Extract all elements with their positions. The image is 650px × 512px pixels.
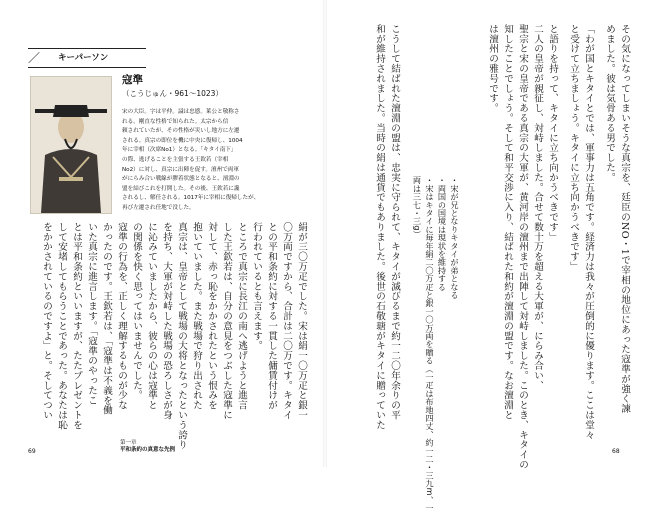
treaty-term: ・両国の国境は現状を維持する <box>437 176 448 291</box>
text-column: かったのです。王欽若は、「寇準は不義を働 <box>101 222 112 416</box>
chapter-title: 平和条約の真意な先例 <box>120 447 176 453</box>
text-column: 対して、赤っ恥をかかされたという恨みを <box>206 222 217 411</box>
bio-line: れる。剛直な性格で知られた。太宗から信 <box>122 118 229 125</box>
bio-line: されるし、解任される。1017年に宰相に復帰したが、 <box>122 195 260 202</box>
text-column: その気になってしまいそうな真宗を、廷臣のNO・1で宰相の地位にあった寇準が強く諫 <box>619 24 630 414</box>
page-number: 69 <box>28 448 36 455</box>
bio-line: No2）に対し、真宗に出陣を促す。澶州で両軍 <box>122 166 239 173</box>
text-column: と語りを持って、キタイに立ち向かうべきです」 <box>547 24 558 242</box>
bio-line: される。真宗の即位を機に中央に復帰し、1004 <box>122 137 243 144</box>
text-column: 二人の皇帝が親征し、対峙しました。合せて数十万を超える大軍が、にらみ合い、 <box>532 24 543 391</box>
text-column: 聖宗と宋の皇帝である真宗の大軍が、黄河岸の澶州まで出陣して対峙しました。このとき、キタイの <box>517 24 528 470</box>
text-column: と受けて立ちましょう。キタイに立ち向かうべきです」 <box>568 24 579 272</box>
text-column: をかかされているのですよ」と。そしてつい <box>41 222 52 420</box>
treaty-term: ・宋はキタイに毎年絹二〇万疋と銀一〇万両を贈る（一疋は布地四丈、約一二・三九m、一 <box>425 176 435 512</box>
text-column: 行われているとも言えます。 <box>251 222 262 351</box>
text-column: 寇準の行為を、正しく理解するものが少な <box>116 222 127 411</box>
section-label: キーパーソン <box>58 53 109 63</box>
text-column: 抱いていました。また戦場で狩り出された <box>191 222 202 411</box>
bio-line: の際、逃げることを主張する王欽若（宰相 <box>122 156 229 163</box>
text-column: 知したことでしょう。そして和平交渉に入り、結ばれた和約が澶淵の盟です。なお澶淵と <box>502 24 513 420</box>
bio-line: 盟を結びこれを打開した。その後、王欽若に讒 <box>122 185 240 192</box>
bio-line: 頼されていたが、その性格が災いし地方に左遷 <box>122 128 240 135</box>
biography-text <box>122 108 288 214</box>
text-column: の関係を快く思ってはいませんでした。 <box>131 222 142 401</box>
text-column: めました。彼は気骨ある男でした。 <box>604 24 615 183</box>
text-column: に沁みていましたから、彼らの心は寇準と <box>146 222 157 411</box>
text-column: こうして結ばれた澶淵の盟は、忠実に守られて、キタイが滅びるまで約一二〇年余りの平 <box>389 24 400 420</box>
treaty-terms-list <box>412 176 461 512</box>
text-column: して安堵してもらうことであった。あなたは恥 <box>56 222 67 430</box>
person-name: 寇準 <box>122 74 143 86</box>
left-page <box>0 0 323 467</box>
key-person-header <box>28 48 146 68</box>
text-column: 「わが国とキタイとでは、軍事力は五角です。経済力は我々が圧倒的に優ります。ここは堂々 <box>583 24 594 440</box>
treaty-term: 両は三七・三g） <box>412 176 423 239</box>
text-column: 和が維持されました。当時の絹は通貨でもありました。後世の石敬瑭がキタイに贈っていた <box>374 24 385 430</box>
text-column: 真宗は、皇帝として戦場の大将となったという誇り <box>176 222 187 450</box>
text-column: 絹が三〇万疋でした。宋は絹一〇万疋と銀一 <box>296 222 307 420</box>
text-column: 〇万両ですから、合計は二〇万です。キタイ <box>281 222 292 420</box>
page-number: 68 <box>612 448 620 455</box>
bio-line: がにらみ合い戦線が膠着状態となると、澶淵の <box>122 176 240 183</box>
chapter-footer <box>120 440 175 454</box>
portrait-image <box>30 76 112 214</box>
text-column: とは平和条約といいますが、たたプレゼントを <box>71 222 82 430</box>
treaty-term: ・宋が兄となりキタイが弟となる <box>450 176 460 299</box>
slash-mark-icon: ／ <box>28 51 41 65</box>
bio-line: 年に宰相（次席No1）となる。「キタイ南下」 <box>122 147 237 154</box>
text-column: を持ち、大軍が対峙した戦場の恐ろしさが身 <box>161 222 172 420</box>
text-column: との平和条約に対する一貫した傭賃付けが <box>266 222 277 411</box>
text-column: いた真宗に進言します。「寇準のやったこ <box>86 222 97 406</box>
bio-line: 宋の大臣。字は平仲。謚は忠愍。萊公と敬称さ <box>122 109 240 115</box>
text-column: した王欽若は、自分の意見をつぶした寇準に <box>221 222 232 420</box>
text-column: ところで真宗に長江の南へ逃げようと進言 <box>236 222 247 411</box>
bio-line: 再び左遷され任地で没した。 <box>122 204 195 211</box>
portrait-figure-icon <box>31 77 111 213</box>
chapter-label: 第一章 <box>120 440 137 446</box>
text-column: は澶州の雅号です。 <box>487 24 498 114</box>
person-reading: （こうじゅん・961〜1023） <box>122 89 223 98</box>
right-page <box>327 0 650 512</box>
